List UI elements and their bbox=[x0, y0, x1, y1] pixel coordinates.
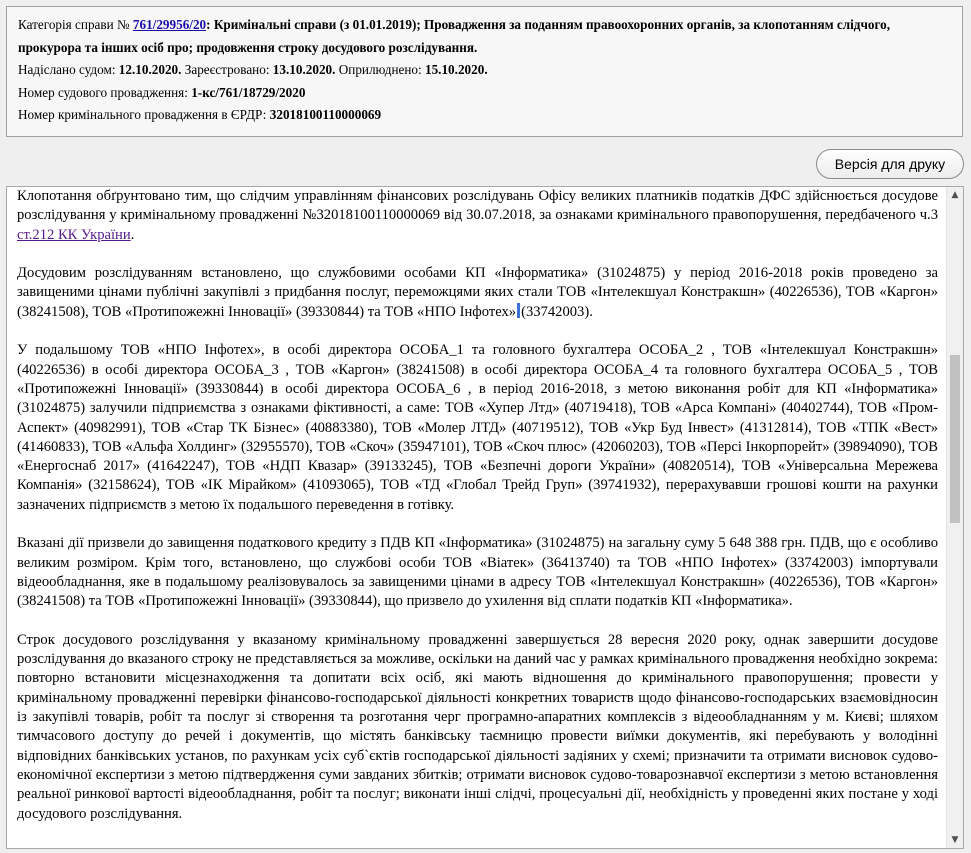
published-date: 15.10.2020. bbox=[424, 62, 488, 77]
erdr-label: Номер кримінального провадження в ЄРДР: bbox=[18, 107, 267, 122]
published-label: Оприлюднено: bbox=[338, 62, 422, 77]
vertical-scrollbar[interactable] bbox=[946, 187, 963, 848]
scroll-up-icon[interactable]: ▲ bbox=[951, 190, 959, 200]
registered-date: 13.10.2020. bbox=[272, 62, 336, 77]
category-line bbox=[18, 14, 951, 59]
court-case-number: 1-кс/761/18729/2020 bbox=[191, 84, 306, 100]
scroll-down-icon[interactable]: ▼ bbox=[951, 835, 959, 845]
paragraph-1 bbox=[17, 187, 938, 245]
sent-label: Надіслано судом: bbox=[18, 62, 116, 77]
paragraph-1-end: . bbox=[130, 226, 135, 243]
erdr-number: 32018100110000069 bbox=[269, 107, 382, 122]
category-text: : Кримінальні справи (з 01.01.2019); Провадження за поданням правоохоронних органів, за клопотанням слідчого, прокурора та інших осіб про; продовження строку досудового розслідування. bbox=[18, 17, 891, 55]
court-case-line bbox=[18, 82, 951, 105]
print-version-button[interactable]: Версія для друку bbox=[816, 149, 964, 179]
category-label: Категорія справи № bbox=[18, 17, 130, 32]
registered-label: Зареєстровано: bbox=[184, 62, 270, 77]
scrollbar-thumb[interactable] bbox=[950, 355, 960, 523]
law-article-link[interactable]: ст.212 КК України bbox=[17, 226, 131, 243]
case-info-panel bbox=[6, 6, 963, 137]
paragraph-4: Вказані дії призвели до завищення податкового кредиту з ПДВ КП «Інформатика» (31024875) на загальну суму 5 648 388 грн. ПДВ, що є особливо великим розміром. Крім того, встановлено, що службові особи ТОВ «Віатек» (36413740) та ТОВ «НПО Інфотех» (33742003) імпортували відеообладнання, яке в подальшому реалізовувалось за завищеними цінами в адресу ТОВ «Інтелекшуал Констракшн» (40226536), ТОВ «Каргон» (38241508) та ТОВ «Протипожежні Інновації» (39330844), що призвело до ухилення від сплати податків КП «Інформатика». bbox=[17, 535, 938, 610]
paragraph-1-text: Клопотання обґрунтовано тим, що слідчим управлінням фінансових розслідувань Офісу великих платників податків ДФС здійснюється досудове розслідування у кримінальному провадженні №32018100110000069 від 30.07.2018, за ознаками кримінального правопорушення, передбаченого ч.3 bbox=[17, 188, 938, 224]
paragraph-5: Строк досудового розслідування у вказаному кримінальному провадженні завершується 28 вересня 2020 року, однак завершити досудове розслідування до вказаного строку не представляється за можливе, оскільки на даний час у рамках кримінального провадження необхідно зокрема: повторно встановити місцезнаходження та допитати всіх осіб, які мають відношення до кримінального правопорушення; провести у кримінальному провадженні перевірки фінансово-господарської діяльності конкретних товариств щодо фінансово-господарських взаємовідносин із закупівлі товарів, робіт та послуг зі створення та розготання черг програмно-апаратних комплексів з відеообладнанням у м. Києві; шляхом тимчасового доступу до речей і документів, що містять банківську таємницю провести виїмки документів, які перебувають у володінні відповідних банківських установ, по рахункам усіх суб`єктів господарської діяльності задіяних у схемі; призначити та отримати висновок судово-економічної експертизи з метою підтвердження суми завданих збитків; отримати висновок судово-товарознавчої експертизи з метою встановлення реальної ринкової вартості відеообладнання, робіт та послуг; виконати інші слідчі, процесуальні дії, необхідність у проведенні яких постане у ході досудового розслідування. bbox=[17, 631, 938, 822]
document-body bbox=[17, 187, 938, 848]
paragraph-2-end: (33742003). bbox=[521, 303, 593, 320]
case-number-link[interactable]: 761/29956/20 bbox=[132, 17, 207, 32]
erdr-line bbox=[18, 104, 951, 127]
dates-line bbox=[18, 59, 951, 82]
paragraph-2 bbox=[17, 264, 938, 322]
paragraph-2-text: Досудовим розслідуванням встановлено, що службовими особами КП «Інформатика» (31024875) у період 2016-2018 років проведено за завищеними цінами публічні закупівлі з придбання послуг, переможцями яких стали ТОВ «Інтелекшуал Констракшн» (40226536), ТОВ «Каргон» (38241508), ТОВ «Протипожежні Інновації» (39330844) та ТОВ «НПО Інфотех» bbox=[17, 265, 938, 320]
text-cursor bbox=[517, 303, 520, 318]
document-frame[interactable] bbox=[6, 186, 964, 849]
sent-date: 12.10.2020. bbox=[118, 62, 182, 77]
paragraph-3: У подальшому ТОВ «НПО Інфотех», в особі директора ОСОБА_1 та головного бухгалтера ОСОБА_2 , ТОВ «Інтелекшуал Констракшн» (40226536) в особі директора ОСОБА_3 , ТОВ «Каргон» (38241508) в особі директора ОСОБА_4 та головного бухгалтера ОСОБА_5 , ТОВ «Протипожежні Інновації» (39330844) в особі директора ОСОБА_6 , в період 2016-2018, з метою виконання робіт для КП «Інформатика» (31024875) залучили підприємства з ознаками фіктивності, а саме: ТОВ «Хупер Лтд» (40719418), ТОВ «Арса Компані» (40402744), ТОВ «Пром-Аспект» (40982991), ТОВ «Стар ТК Бізнес» (40883380), ТОВ «Молер ЛТД» (40719512), ТОВ «Укр Буд Інвест» (41312814), ТОВ «ТПК «Вест» (41460833), ТОВ «Альфа Холдинг» (32955570), ТОВ «Скоч» (35947101), ТОВ «Скоч плюс» (42060203), ТОВ «Персі Інкорпорейт» (39894090), ТОВ «Енергоснаб 2017» (41642247), ТОВ «НДП Квазар» (39133245), ТОВ «Безпечні дороги України» (40820514), ТОВ «Універсальна Мережева Компанія» (32158624), ТОВ «ІК Мірайком» (41093065), ТОВ «ТД «Глобал Трейд Груп» (39741932), перерахувавши грошові кошти на рахунки зазначених підприємств з метою їх подальшого переведення в готівку. bbox=[17, 342, 938, 513]
court-case-label: Номер судового провадження: bbox=[18, 84, 188, 100]
